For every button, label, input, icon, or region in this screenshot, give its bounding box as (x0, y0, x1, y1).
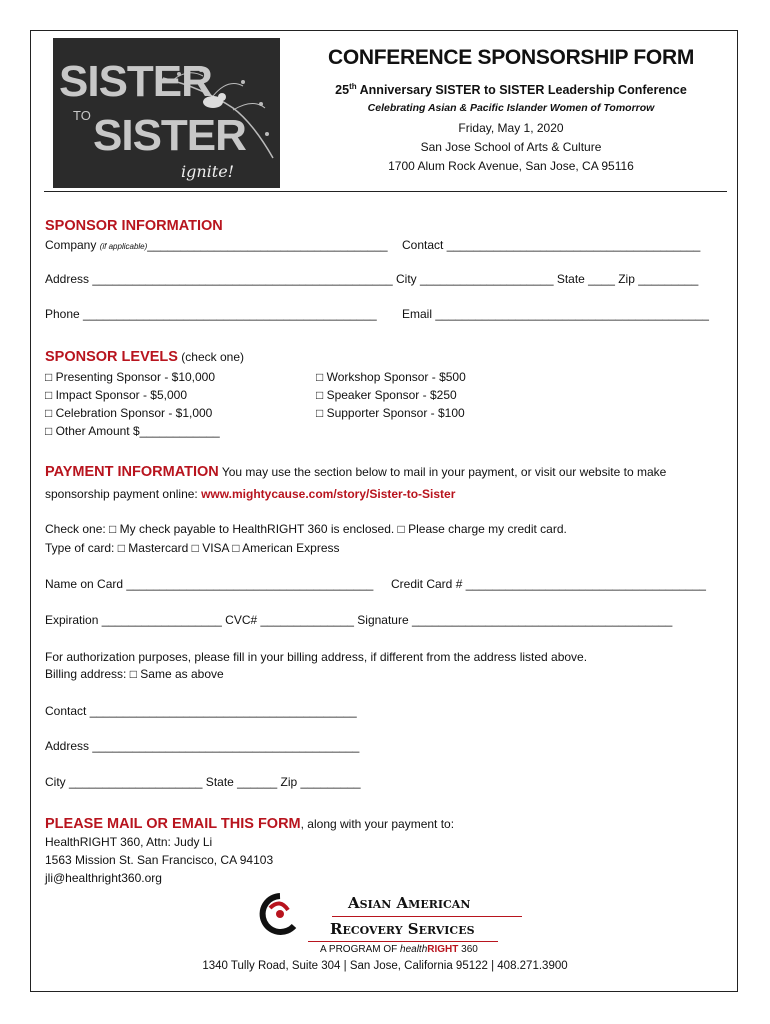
authorization-note: For authorization purposes, please fill in your billing address, if different from the address listed above. (45, 650, 588, 664)
aars-logo (250, 888, 530, 960)
level-presenting-checkbox[interactable]: □ Presenting Sponsor - $10,000 (45, 370, 216, 384)
email-field[interactable]: Email _________________________________________ (402, 307, 709, 321)
sponsor-levels-right (316, 368, 466, 422)
mail-section (45, 815, 454, 887)
address-field[interactable]: Address _____________________________________________ City ____________________ State ____ Zip _________ (45, 272, 699, 286)
program-of: A PROGRAM OF (320, 944, 401, 955)
form-title: CONFERENCE SPONSORSHIP FORM (327, 46, 695, 69)
phone-field[interactable]: Phone ____________________________________________ (45, 307, 377, 321)
payment-link[interactable]: www.mightycause.com/story/Sister-to-Sister (201, 487, 456, 501)
logo-word-sister: SISTER (59, 57, 212, 106)
aars-name-1: Asian American (348, 894, 471, 912)
billing-city-field[interactable]: City ____________________ State ______ Zip _________ (45, 775, 361, 789)
sister-to-sister-logo (53, 38, 280, 188)
aars-rule (332, 916, 522, 917)
aars-program (320, 944, 478, 955)
billing-same-checkbox[interactable]: Billing address: □ Same as above (45, 667, 224, 681)
logo-tagline: ignite! (181, 162, 235, 181)
payment-online-text: sponsorship payment online: (45, 487, 202, 501)
company-label: Company (45, 238, 97, 252)
level-supporter-checkbox[interactable]: □ Supporter Sponsor - $100 (316, 406, 465, 420)
company-field[interactable] (45, 238, 388, 252)
conference-date: Friday, May 1, 2020 (458, 121, 564, 136)
payment-intro: You may use the section below to mail in your payment, or visit our website to make (218, 465, 667, 479)
company-line: ____________________________________ (147, 238, 388, 252)
level-workshop-checkbox[interactable]: □ Workshop Sponsor - $500 (316, 370, 466, 384)
card-row (45, 577, 717, 591)
sponsor-levels-heading (45, 348, 244, 366)
payment-online-row (45, 487, 717, 501)
level-celebration-checkbox[interactable]: □ Celebration Sponsor - $1,000 (45, 406, 213, 420)
name-on-card-field[interactable]: Name on Card _____________________________________ (45, 577, 374, 591)
aars-rule-2 (308, 941, 498, 942)
logo-word-sister-2: SISTER (93, 111, 246, 160)
right-word: RIGHT (427, 944, 459, 955)
header-divider (44, 191, 727, 192)
conference-address: 1700 Alum Rock Avenue, San Jose, CA 95116 (388, 159, 634, 174)
contact-field[interactable]: Contact ______________________________________ (402, 238, 701, 252)
sponsor-levels-note: (check one) (177, 350, 244, 364)
billing-address-field[interactable]: Address ________________________________________ (45, 739, 360, 753)
card-type-row[interactable]: Type of card: □ Mastercard □ VISA □ American Express (45, 541, 340, 555)
mail-recipient: HealthRIGHT 360, Attn: Judy Li (45, 835, 213, 849)
mail-heading-row (45, 815, 454, 833)
company-row (45, 238, 717, 252)
billing-contact-field[interactable]: Contact ________________________________________ (45, 704, 357, 718)
sponsor-info-title: SPONSOR INFORMATION (45, 218, 223, 234)
logo-word-to: TO (73, 108, 91, 123)
program-number: 360 (458, 944, 478, 955)
footer-address: 1340 Tully Road, Suite 304 | San Jose, California 95122 | 408.271.3900 (202, 960, 568, 972)
aars-swirl-icon (250, 888, 310, 938)
mail-title: PLEASE MAIL OR EMAIL THIS FORM (45, 816, 301, 832)
company-note: (if applicable) (99, 242, 148, 251)
sponsor-info-heading (45, 217, 223, 235)
ordinal: 25 (335, 83, 350, 98)
credit-card-field[interactable]: Credit Card # ____________________________________ (391, 577, 706, 591)
conference-name-rest: Anniversary SISTER to SISTER Leadership Conference (356, 83, 687, 98)
conference-tagline: Celebrating Asian & Pacific Islander Women of Tomorrow (367, 102, 655, 115)
ordinal-suffix: th (349, 82, 357, 91)
level-impact-checkbox[interactable]: □ Impact Sponsor - $5,000 (45, 388, 187, 402)
conference-details (300, 119, 722, 176)
check-one-row[interactable]: Check one: □ My check payable to HealthRIGHT 360 is enclosed. □ Please charge my credit card. (45, 522, 567, 536)
level-speaker-checkbox[interactable]: □ Speaker Sponsor - $250 (316, 388, 457, 402)
phone-email-row (45, 307, 717, 321)
level-other-checkbox[interactable]: □ Other Amount $____________ (45, 424, 220, 438)
conference-name (300, 82, 722, 97)
payment-heading-row (45, 464, 717, 480)
expiration-cvc-signature-row[interactable]: Expiration __________________ CVC# ______________ Signature _______________________________________ (45, 613, 673, 627)
mail-address: 1563 Mission St. San Francisco, CA 94103 (45, 853, 274, 867)
mail-intro: , along with your payment to: (300, 817, 455, 831)
aars-name-2: Recovery Services (330, 920, 475, 938)
payment-title: PAYMENT INFORMATION (45, 464, 219, 480)
health-word: health (400, 944, 428, 955)
form-header (300, 46, 722, 176)
mail-email[interactable]: jli@healthright360.org (45, 871, 162, 885)
sponsor-levels-title: SPONSOR LEVELS (45, 349, 178, 365)
conference-venue: San Jose School of Arts & Culture (420, 140, 602, 155)
sponsor-levels-left (45, 368, 220, 440)
